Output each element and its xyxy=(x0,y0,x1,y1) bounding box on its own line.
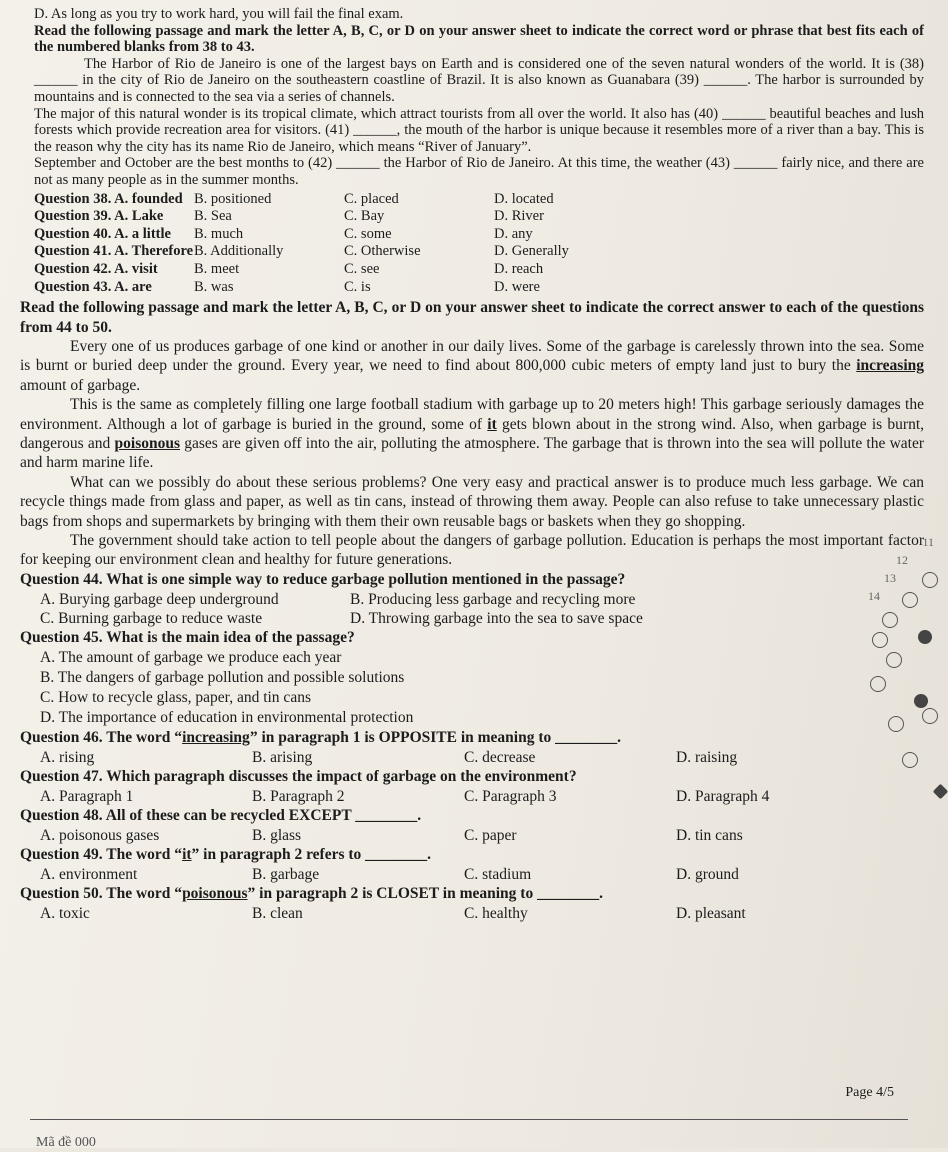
filled-bubble-icon xyxy=(933,784,948,800)
question-label: Question 38. A. founded xyxy=(34,190,183,207)
option-b[interactable]: B. positioned xyxy=(194,190,272,207)
option-c[interactable]: C. stadium xyxy=(464,865,532,883)
option-c[interactable]: C. Bay xyxy=(344,208,385,225)
option-a[interactable]: A. toxic xyxy=(40,904,90,922)
option-c[interactable]: C. How to recycle glass, paper, and tin cans xyxy=(40,688,311,706)
question-46-options xyxy=(20,748,924,767)
question-label: Question 40. A. a little xyxy=(34,225,171,242)
option-b[interactable]: B. arising xyxy=(252,748,313,766)
question-40 xyxy=(34,226,924,243)
option-b[interactable]: B. Paragraph 2 xyxy=(252,787,345,805)
instruction-reading: Read the following passage and mark the letter A, B, C, or D on your answer sheet to indicate the correct answer to each of the questions from 44 to 50. xyxy=(20,299,924,336)
margin-number: 11 xyxy=(922,535,934,549)
question-44-options xyxy=(20,590,924,628)
option-b[interactable]: B. garbage xyxy=(252,865,320,883)
margin-number: 13 xyxy=(884,571,896,585)
reading-question-list xyxy=(20,570,924,923)
option-a[interactable]: A. Burying garbage deep underground xyxy=(40,590,279,608)
option-d[interactable]: D. ground xyxy=(676,865,739,883)
footer-divider xyxy=(30,1119,908,1120)
option-a[interactable]: A. environment xyxy=(40,865,138,883)
option-c[interactable]: C. decrease xyxy=(464,748,536,766)
option-a[interactable]: A. The amount of garbage we produce each year xyxy=(40,648,342,666)
option-b[interactable]: B. glass xyxy=(252,826,302,844)
option-d[interactable]: D. tin cans xyxy=(676,826,743,844)
option-c[interactable]: C. Paragraph 3 xyxy=(464,787,557,805)
option-c[interactable]: C. some xyxy=(344,225,392,242)
option-b[interactable]: B. meet xyxy=(194,260,240,277)
question-label: Question 43. A. are xyxy=(34,278,152,295)
option-b[interactable]: B. much xyxy=(194,225,244,242)
previous-option-d: D. As long as you try to work hard, you will fail the final exam. xyxy=(34,6,404,22)
answer-bubble-icon xyxy=(886,652,902,668)
question-47-stem: Question 47. Which paragraph discusses the impact of garbage on the environment? xyxy=(20,767,577,785)
filled-bubble-icon xyxy=(918,630,932,644)
question-41 xyxy=(34,243,924,260)
question-label: Question 41. A. Therefore xyxy=(34,243,194,260)
question-45-stem: Question 45. What is the main idea of the passage? xyxy=(20,628,355,646)
question-label: Question 42. A. visit xyxy=(34,260,158,277)
margin-number: 14 xyxy=(868,589,880,603)
option-b[interactable]: B. Sea xyxy=(194,208,232,225)
option-b[interactable]: B. was xyxy=(194,278,234,295)
question-48-stem: Question 48. All of these can be recycled EXCEPT ________. xyxy=(20,806,422,824)
option-d[interactable]: D. Paragraph 4 xyxy=(676,787,770,805)
reading-paragraph-2: This is the same as completely filling one large football stadium with garbage up to 20 meters high! This garbage seriously damages the environment. Although a lot of garbage is buried in the ground, some of it gets blown about in the strong wind. Also, when garbage is burnt, dangerous and poisonous gases are given off into the air, polluting the atmosphere. The garbage that is thrown into the sea will pollute the water and harm marine life. xyxy=(20,396,924,472)
option-c[interactable]: C. see xyxy=(344,260,380,277)
option-a[interactable]: A. Paragraph 1 xyxy=(40,787,134,805)
answer-bubble-icon xyxy=(870,676,886,692)
instruction-cloze: Read the following passage and mark the letter A, B, C, or D on your answer sheet to indicate the correct word or phrase that best fits each of the numbered blanks from 38 to 43. xyxy=(34,22,924,56)
option-a[interactable]: A. poisonous gases xyxy=(40,826,160,844)
question-49-stem: Question 49. The word “it” in paragraph 2 refers to ________. xyxy=(20,845,432,863)
option-b[interactable]: B. The dangers of garbage pollution and possible solutions xyxy=(40,668,405,686)
answer-bubble-icon xyxy=(882,612,898,628)
answer-bubble-icon xyxy=(902,752,918,768)
cloze-question-list xyxy=(34,191,924,296)
question-label: Question 39. A. Lake xyxy=(34,208,164,225)
question-38 xyxy=(34,191,924,208)
reading-paragraph-4: The government should take action to tell people about the dangers of garbage pollution. Education is perhaps the most important factor for keeping our environment clean and healthy for future generations. xyxy=(20,531,924,569)
filled-bubble-icon xyxy=(914,694,928,708)
option-d[interactable]: D. any xyxy=(494,225,533,242)
reading-passage xyxy=(20,337,924,570)
passage1-paragraph-2: The major of this natural wonder is its tropical climate, which attract tourists from all over the world. It also has (40) ______ beautiful beaches and lush forests which provide recreation area for visitors. (41) ______, the mouth of the harbor is unique because it resembles more of a river than a bay. This is the reason why the city has its name Rio de Janeiro, which means “River of January”. xyxy=(34,105,924,155)
option-b[interactable]: B. clean xyxy=(252,904,303,922)
option-d[interactable]: D. Throwing garbage into the sea to save space xyxy=(350,609,643,627)
page-number: Page 4/5 xyxy=(845,1085,894,1101)
option-b[interactable]: B. Additionally xyxy=(194,243,284,260)
option-d[interactable]: D. The importance of education in environmental protection xyxy=(40,708,414,726)
margin-number: 12 xyxy=(896,553,908,567)
answer-bubble-icon xyxy=(922,708,938,724)
question-50-stem: Question 50. The word “poisonous” in paragraph 2 is CLOSET in meaning to ________. xyxy=(20,884,603,902)
option-a[interactable]: A. rising xyxy=(40,748,95,766)
passage1-paragraph-1: The Harbor of Rio de Janeiro is one of the largest bays on Earth and is considered one of the seven natural wonders of the world. It is (38) ______ in the city of Rio de Janeiro on the southeastern coastline of Brazil. It is also known as Guanabara (39) ______. The harbor is surrounded by mountains and is connected to the sea via a series of channels. xyxy=(34,55,924,105)
question-39 xyxy=(34,208,924,225)
option-c[interactable]: C. is xyxy=(344,278,371,295)
option-c[interactable]: C. Otherwise xyxy=(344,243,421,260)
question-46-stem: Question 46. The word “increasing” in paragraph 1 is OPPOSITE in meaning to ________. xyxy=(20,728,622,746)
question-43 xyxy=(34,279,924,296)
question-47-options xyxy=(20,787,924,806)
reading-paragraph-1: Every one of us produces garbage of one kind or another in our daily lives. Some of the garbage is carelessly thrown into the sea. Some is burnt or buried deep under the ground. Every year, we need to find about 800,000 cubic meters of empty land just to bury the increasing amount of garbage. xyxy=(20,337,924,394)
question-48-options xyxy=(20,826,924,845)
exam-code: Mã đề 000 xyxy=(36,1135,96,1151)
option-c[interactable]: C. paper xyxy=(464,826,517,844)
option-c[interactable]: C. placed xyxy=(344,190,399,207)
option-d[interactable]: D. were xyxy=(494,278,540,295)
option-d[interactable]: D. raising xyxy=(676,748,738,766)
question-50-options xyxy=(20,904,924,923)
option-d[interactable]: D. located xyxy=(494,190,554,207)
option-d[interactable]: D. River xyxy=(494,208,544,225)
option-b[interactable]: B. Producing less garbage and recycling more xyxy=(350,590,636,608)
question-42 xyxy=(34,261,924,278)
option-d[interactable]: D. reach xyxy=(494,260,544,277)
option-c[interactable]: C. healthy xyxy=(464,904,528,922)
option-d[interactable]: D. pleasant xyxy=(676,904,746,922)
option-d[interactable]: D. Generally xyxy=(494,243,569,260)
answer-bubble-icon xyxy=(872,632,888,648)
answer-bubble-icon xyxy=(888,716,904,732)
option-c[interactable]: C. Burning garbage to reduce waste xyxy=(40,609,263,627)
answer-bubble-icon xyxy=(922,572,938,588)
question-45-options xyxy=(20,648,924,728)
question-44-stem: Question 44. What is one simple way to reduce garbage pollution mentioned in the passage? xyxy=(20,570,626,588)
answer-bubble-icon xyxy=(902,592,918,608)
passage1-paragraph-3: September and October are the best months to (42) ______ the Harbor of Rio de Janeiro. At this time, the weather (43) ______ fairly nice, and there are not as many people as in the summer months. xyxy=(34,155,924,188)
reading-paragraph-3: What can we possibly do about these serious problems? One very easy and practical answer is to produce much less garbage. We can recycle things made from glass and paper, as well as tin cans, instead of throwing them away. People can also refuse to take unnecessary plastic bags from shops and supermarkets by bringing with them their own reusable bags or baskets when they go shopping. xyxy=(20,473,924,530)
question-49-options xyxy=(20,865,924,884)
